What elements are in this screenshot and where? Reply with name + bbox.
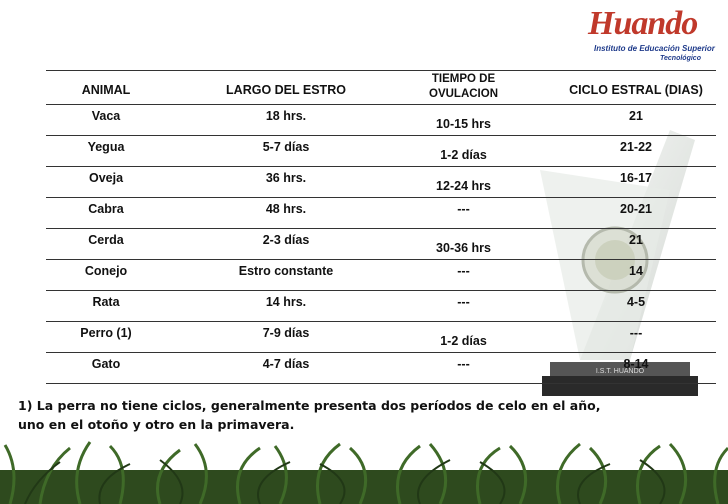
cell-animal: Oveja bbox=[88, 171, 124, 185]
cell-tiempo: 12-24 hrs bbox=[436, 179, 491, 193]
table-header-row bbox=[46, 70, 716, 104]
cell-animal: Cerda bbox=[88, 233, 124, 247]
table-row bbox=[46, 104, 716, 135]
cell-ciclo: 8-14 bbox=[623, 357, 649, 371]
table-row bbox=[46, 166, 716, 197]
table-row bbox=[46, 352, 716, 384]
logo-name: Huando bbox=[588, 5, 698, 42]
header-tiempo-line-1: TIEMPO DE bbox=[431, 73, 496, 85]
logo-subtitle-1: Instituto de Educación Superior bbox=[594, 44, 715, 53]
trophy-plaque-text: I.S.T. HUANDO bbox=[595, 368, 645, 375]
cell-largo: 7-9 días bbox=[262, 326, 310, 340]
table-row bbox=[46, 290, 716, 321]
table-row bbox=[46, 228, 716, 259]
cell-largo: 14 hrs. bbox=[265, 295, 307, 309]
table-row bbox=[46, 259, 716, 290]
cell-tiempo: 10-15 hrs bbox=[436, 117, 491, 131]
logo-subtitle-2: Tecnológico bbox=[660, 55, 701, 62]
table-row bbox=[46, 321, 716, 352]
cell-largo: 2-3 días bbox=[262, 233, 310, 247]
estrous-cycle-table bbox=[46, 70, 716, 384]
table-row bbox=[46, 197, 716, 228]
cell-tiempo: --- bbox=[457, 295, 470, 309]
cell-largo: 4-7 días bbox=[262, 357, 310, 371]
logo-wordmark bbox=[588, 6, 697, 42]
cell-animal: Perro (1) bbox=[80, 326, 132, 340]
header-tiempo-de-ovulacion bbox=[381, 72, 546, 102]
cell-tiempo: --- bbox=[457, 357, 470, 371]
table-row bbox=[46, 135, 716, 166]
header-tiempo-line-2: OVULACION bbox=[429, 88, 498, 100]
cell-tiempo: 30-36 hrs bbox=[436, 241, 491, 255]
cell-ciclo: 20-21 bbox=[620, 202, 652, 216]
cell-animal: Gato bbox=[91, 357, 121, 371]
cell-ciclo: 21-22 bbox=[620, 140, 652, 154]
cell-largo: Estro constante bbox=[238, 264, 334, 278]
footnote bbox=[18, 396, 658, 434]
cornfield-image bbox=[0, 440, 728, 504]
cell-ciclo: 4-5 bbox=[626, 295, 646, 309]
header-ciclo-estral: CICLO ESTRAL (DIAS) bbox=[569, 83, 703, 97]
cell-animal: Rata bbox=[92, 295, 120, 309]
cell-ciclo: --- bbox=[629, 326, 643, 340]
footnote-line-1: 1) La perra no tiene ciclos, generalmente presenta dos períodos de celo en el año, bbox=[18, 398, 601, 413]
header-animal: ANIMAL bbox=[81, 83, 131, 97]
cell-animal: Conejo bbox=[84, 264, 128, 278]
cell-tiempo: 1-2 días bbox=[440, 334, 487, 348]
header-largo-del-estro: LARGO DEL ESTRO bbox=[226, 83, 346, 97]
cell-largo: 36 hrs. bbox=[265, 171, 307, 185]
cell-ciclo: 16-17 bbox=[620, 171, 652, 185]
huando-logo bbox=[588, 6, 722, 66]
cell-largo: 5-7 días bbox=[262, 140, 310, 154]
cell-animal: Yegua bbox=[87, 140, 125, 154]
cell-largo: 18 hrs. bbox=[265, 109, 307, 123]
cell-largo: 48 hrs. bbox=[265, 202, 307, 216]
cell-ciclo: 21 bbox=[629, 109, 643, 123]
footnote-line-2: uno en el otoño y otro en la primavera. bbox=[18, 417, 295, 432]
cell-animal: Cabra bbox=[88, 202, 124, 216]
cell-tiempo: --- bbox=[457, 202, 470, 216]
cell-ciclo: 21 bbox=[629, 233, 643, 247]
cell-animal: Vaca bbox=[91, 109, 121, 123]
cell-tiempo: --- bbox=[457, 264, 470, 278]
cell-tiempo: 1-2 días bbox=[440, 148, 487, 162]
cell-ciclo: 14 bbox=[629, 264, 643, 278]
